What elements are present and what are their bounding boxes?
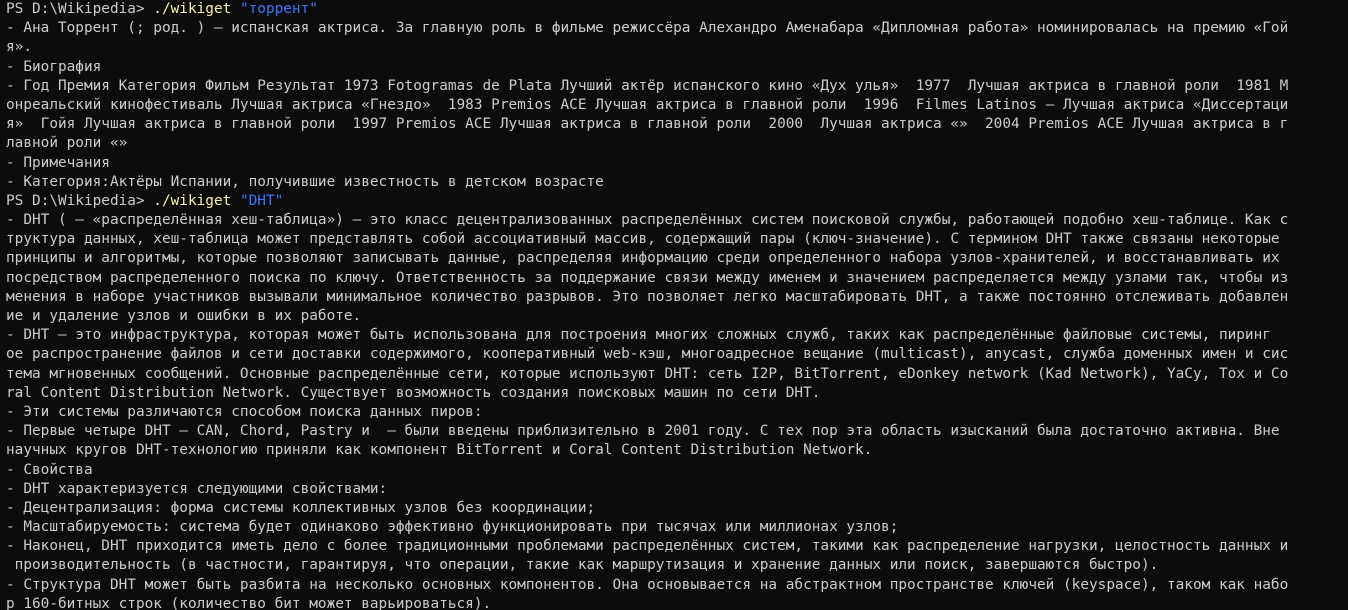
output-line: - Ана Торрент (; род. ) — испанская актриса. За главную роль в фильме режиссёра Алехандро Аменабара «Дипломная работа» номинировалась на премию «Гой bbox=[6, 20, 1289, 37]
output-line: - Свойства bbox=[6, 461, 93, 478]
prompt-text: PS D:\Wikipedia> bbox=[6, 1, 154, 17]
output-line: лавной роли «» bbox=[6, 135, 128, 152]
output-line: я». bbox=[6, 39, 32, 56]
output-line: - Биография bbox=[6, 58, 102, 75]
command-name: ./wikiget bbox=[153, 192, 232, 209]
prompt-text: PS D:\Wikipedia> bbox=[6, 192, 154, 209]
prompt-line bbox=[6, 0, 1342, 19]
output-line: менения в наборе участников вызывали минимальное количество разрывов. Это позволяет легко масштабировать DHT, а также постоянно отслеживать добавлен bbox=[6, 288, 1289, 305]
output-line: ие и удаление узлов и ошибки в их работе. bbox=[6, 308, 362, 324]
command-name: ./wikiget bbox=[153, 1, 232, 17]
prompt-line bbox=[6, 192, 1342, 211]
output-line: тема мгновенных сообщений. Основные распределённые сети, которые используют DHT: сеть I2P, BitTorrent, eDonkey network (Kad Network), YaCy, Tox и Co bbox=[6, 365, 1289, 382]
output-line: посредством распределенного поиска по ключу. Ответственность за поддержание связи между именем и значением распределяется между узлами так, чтобы из bbox=[6, 269, 1289, 286]
output-line: ral Content Distribution Network. Существует возможность создания поисковых машин по сети DHT. bbox=[6, 384, 821, 401]
output-line: - Примечания bbox=[6, 154, 110, 171]
output-line: - DHT ( — «распределённая хеш-таблица») — это класс децентрализованных распределённых систем поисковой службы, работающей подобно хеш-таблице. Как с bbox=[6, 212, 1289, 229]
output-line: - Децентрализация: форма системы коллективных узлов без координации; bbox=[6, 499, 596, 516]
output-line: - Год Премия Категория Фильм Результат 1973 Fotogramas de Plata Лучший актёр испанского кино «Дух улья» 1977 Лучшая актриса в главной роли 1981 М bbox=[6, 77, 1289, 94]
output-line: - Наконец, DHT приходится иметь дело с более традиционными проблемами распределённых систем, такими как распределение нагрузки, целостность данных и bbox=[6, 538, 1289, 555]
output-line: принципы и алгоритмы, которые позволяют записывать данные, распределяя информацию среди определенного набора узлов-хранителей, и восстанавливать их bbox=[6, 250, 1280, 267]
output-line: труктура данных, хеш-таблица может представлять собой ассоциативный массив, содержащий пары (ключ-значение). С термином DHT также связаны некоторые bbox=[6, 231, 1280, 248]
output-line: я» Гойя Лучшая актриса в главной роли 1997 Premios ACE Лучшая актриса в главной роли 2000 Лучшая актриса «» 2004 Premios ACE Лучшая актриса в г bbox=[6, 116, 1289, 133]
output-line: онреальский кинофестиваль Лучшая актриса «Гнездо» 1983 Premios ACE Лучшая актриса в главной роли 1996 Filmes Latinos — Лучшая актриса «Диссертаци bbox=[6, 96, 1289, 113]
output-line: - DHT характеризуется следующими свойствами: bbox=[6, 480, 388, 497]
output-line: ое распространение файлов и сети доставки содержимого, кооперативный web-кэш, многоадресное вещание (multicast), anycast, служба доменных имен и сис bbox=[6, 346, 1289, 363]
command-argument: "торрент" bbox=[239, 1, 318, 17]
output-line: производительность (в частности, гарантируя, что операции, такие как маршрутизация и хранение данных или поиск, завершаются быстро). bbox=[6, 557, 1159, 574]
output-line: - Первые четыре DHT — CAN, Chord, Pastry и — были введены приблизительно в 2001 году. С тех пор эта область изысканий была достаточно активна. Вне bbox=[6, 423, 1280, 440]
output-line: р 160-битных строк (количество бит может варьироваться). bbox=[6, 595, 492, 610]
output-line: - Категория:Актёры Испании, получившие известность в детском возрасте bbox=[6, 173, 604, 190]
output-line: - Масштабируемость: система будет одинаково эффективно функционировать при тысячах или миллионах узлов; bbox=[6, 519, 899, 536]
output-line: - Структура DHT может быть разбита на несколько основных компонентов. Она основывается на абстрактном пространстве ключей (keyspace), таком как набо bbox=[6, 576, 1289, 593]
output-line: - DHT — это инфраструктура, которая может быть использована для построения многих сложных служб, таких как распределённые файловые системы, пиринг bbox=[6, 327, 1271, 344]
command-argument: "DHT" bbox=[239, 192, 284, 209]
output-line: научных кругов DHT-технологию приняли как компонент BitTorrent и Coral Content Distribution Network. bbox=[6, 442, 873, 459]
output-line: - Эти системы различаются способом поиска данных пиров: bbox=[6, 403, 483, 420]
